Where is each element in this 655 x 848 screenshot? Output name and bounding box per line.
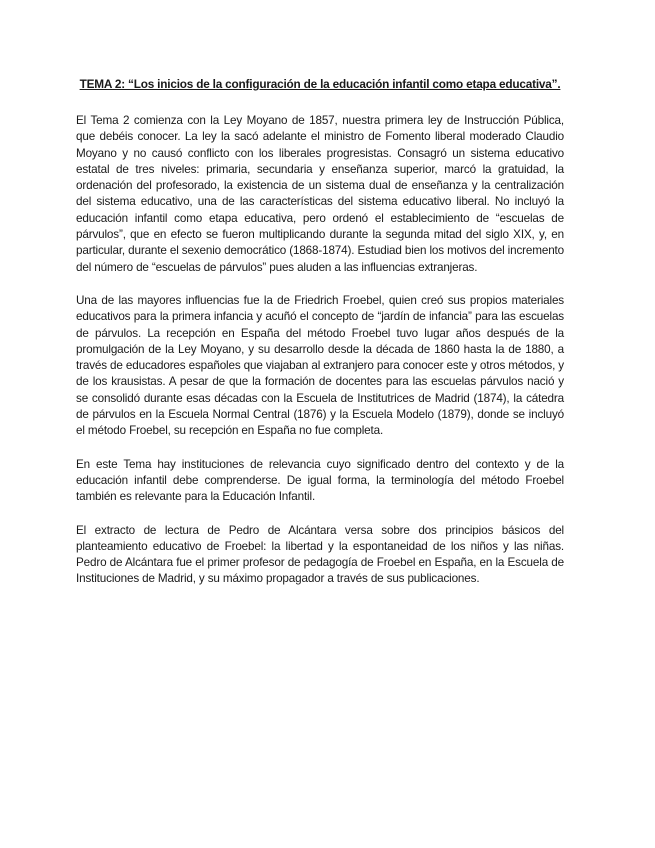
document-title: TEMA 2: “Los inicios de la configuración de la educación infantil como etapa educativa”.: [79, 77, 561, 91]
document-page: [76, 76, 564, 605]
paragraph-institutions: En este Tema hay instituciones de relevancia cuyo significado dentro del contexto y de la educación infantil debe comprenderse. De igual forma, la terminología del método Froebel también es relevante para la Educación Infantil.: [76, 457, 564, 504]
paragraph-ley-moyano: El Tema 2 comienza con la Ley Moyano de 1857, nuestra primera ley de Instrucción Pública, que debéis conocer. La ley la sacó adelante el ministro de Fomento liberal moderado Claudio Moyano y no causó conflicto con los liberales progresistas. Consagró un sistema educativo estatal de tres niveles: primaria, secundaria y enseñanza superior, marcó la gratuidad, la ordenación del profesorado, la existencia de un sistema dual de enseñanza y la centralización del sistema educativo, una de las características del sistema educativo liberal. No incluyó la educación infantil como etapa educativa, pero ordenó el establecimiento de “escuelas de párvulos”, que en efecto se fueron multiplicando durante la segunda mitad del siglo XIX, y, en particular, durante el sexenio democrático (1868-1874). Estudiad bien los motivos del incremento del número de “escuelas de párvulos” pues aluden a las influencias extranjeras.: [76, 114, 564, 274]
paragraph-pedro-de-alcantara: El extracto de lectura de Pedro de Alcántara versa sobre dos principios básicos del planteamiento educativo de Froebel: la libertad y la espontaneidad de los niños y las niñas. Pedro de Alcántara fue el primer profesor de pedagogía de Froebel en España, en la Escuela de Instituciones de Madrid, y su máximo propagador a través de sus publicaciones.: [76, 523, 564, 586]
paragraph-froebel-influence: Una de las mayores influencias fue la de Friedrich Froebel, quien creó sus propios materiales educativos para la primera infancia y acuñó el concepto de “jardín de infancia” para las escuelas de párvulos. La recepción en España del método Froebel tuvo lugar años después de la promulgación de la Ley Moyano, y su desarrollo desde la década de 1860 hasta la de 1880, a través de educadores españoles que viajaban al extranjero para conocer este y otros métodos, y de los krausistas. A pesar de que la formación de docentes para las escuelas párvulos nació y se consolidó durante esas décadas con la Escuela de Institutrices de Madrid (1874), la cátedra de párvulos en la Escuela Normal Central (1876) y la Escuela Modelo (1879), donde se incluyó el método Froebel, su recepción en España no fue completa.: [76, 293, 564, 438]
